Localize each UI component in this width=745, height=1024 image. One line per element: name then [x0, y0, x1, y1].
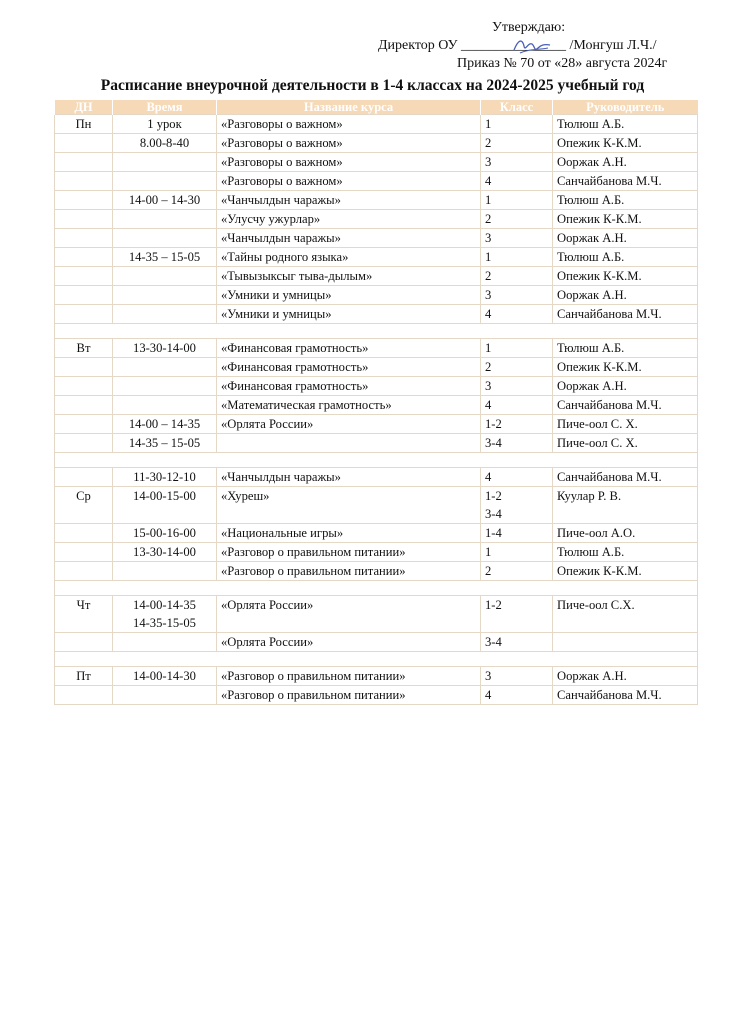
time-cell-text: 14-35 – 15-05 [128, 250, 201, 264]
grade-cell [481, 415, 553, 434]
teacher-cell-text: Опежик К-К.М. [557, 136, 642, 150]
time-cell [113, 686, 217, 705]
time-cell [113, 229, 217, 248]
teacher-cell-text: Опежик К-К.М. [557, 564, 642, 578]
day-cell [55, 396, 113, 415]
teacher-cell [553, 633, 698, 652]
time-cell [113, 191, 217, 210]
time-cell-text: 14-00 – 14-35 [128, 417, 201, 431]
schedule-table [54, 100, 698, 705]
course-cell [217, 115, 481, 134]
course-cell-text: «Чанчылдын чаражы» [221, 193, 341, 207]
grade-cell [481, 377, 553, 396]
teacher-cell [553, 358, 698, 377]
course-cell [217, 377, 481, 396]
teacher-cell-text: Санчайбанова М.Ч. [557, 688, 662, 702]
course-cell-text: «Разговор о правильном питании» [221, 545, 406, 559]
table-row [55, 524, 698, 543]
teacher-cell-text: Ооржак А.Н. [557, 669, 627, 683]
day-cell [55, 415, 113, 434]
teacher-cell-text: Опежик К-К.М. [557, 269, 642, 283]
course-cell-text: «Чанчылдын чаражы» [221, 231, 341, 245]
course-cell [217, 153, 481, 172]
teacher-cell [553, 191, 698, 210]
time-cell [113, 524, 217, 543]
time-cell [113, 172, 217, 191]
table-row [55, 339, 698, 358]
course-cell [217, 248, 481, 267]
teacher-cell [553, 396, 698, 415]
day-cell [55, 339, 113, 358]
course-cell-text: «Разговор о правильном питании» [221, 688, 406, 702]
teacher-cell [553, 562, 698, 581]
day-cell [55, 543, 113, 562]
teacher-cell [553, 153, 698, 172]
teacher-cell-text: Тюлюш А.Б. [557, 193, 625, 207]
table-row [55, 686, 698, 705]
signature-blank: _______________ [461, 38, 567, 53]
time-cell-text: 14-00-14-35 [133, 598, 196, 612]
table-row [55, 562, 698, 581]
time-cell [113, 415, 217, 434]
day-cell [55, 153, 113, 172]
teacher-cell-text: Куулар Р. В. [557, 489, 622, 503]
grade-cell [481, 543, 553, 562]
grade-cell-text: 1-4 [485, 526, 502, 540]
teacher-cell [553, 686, 698, 705]
table-row [55, 377, 698, 396]
time-cell [113, 562, 217, 581]
teacher-cell-text: Ооржак А.Н. [557, 155, 627, 169]
time-cell-text: 14-00-15-00 [133, 489, 196, 503]
grade-cell-text: 2 [485, 360, 492, 374]
grade-cell [481, 596, 553, 633]
table-row [55, 172, 698, 191]
time-cell-text: 14-00-14-30 [133, 669, 196, 683]
course-cell-text: «Тайны родного языка» [221, 250, 349, 264]
time-cell [113, 667, 217, 686]
day-cell [55, 172, 113, 191]
teacher-cell [553, 415, 698, 434]
grade-cell [481, 172, 553, 191]
day-cell [55, 248, 113, 267]
time-cell-text: 13-30-14-00 [133, 341, 196, 355]
table-row [55, 434, 698, 453]
director-label: Директор ОУ [378, 38, 458, 53]
course-cell-text: «Хуреш» [221, 489, 270, 503]
time-cell [113, 134, 217, 153]
course-cell [217, 210, 481, 229]
grade-cell [481, 286, 553, 305]
course-cell [217, 267, 481, 286]
teacher-cell [553, 667, 698, 686]
day-cell [55, 358, 113, 377]
time-cell [113, 543, 217, 562]
course-cell [217, 415, 481, 434]
grade-cell-text: 4 [485, 307, 492, 321]
time-cell-text: 11-30-12-10 [133, 470, 196, 484]
grade-cell-text: 3 [485, 669, 492, 683]
time-cell-text: 15-00-16-00 [133, 526, 196, 540]
grade-cell-text: 1 [485, 341, 492, 355]
grade-cell [481, 134, 553, 153]
teacher-cell-text: Опежик К-К.М. [557, 360, 642, 374]
table-row [55, 229, 698, 248]
time-cell [113, 487, 217, 524]
teacher-cell-text: Тюлюш А.Б. [557, 117, 625, 131]
course-cell [217, 229, 481, 248]
course-cell [217, 686, 481, 705]
time-cell [113, 377, 217, 396]
table-row [55, 191, 698, 210]
grade-cell-text: 1 [485, 250, 492, 264]
time-cell [113, 596, 217, 633]
grade-cell-text: 1 [485, 193, 492, 207]
grade-cell-text: 4 [485, 470, 492, 484]
course-cell-text: «Разговор о правильном питании» [221, 564, 406, 578]
day-cell [55, 667, 113, 686]
grade-cell-text-2: 3-4 [485, 507, 502, 521]
day-cell [55, 134, 113, 153]
teacher-cell [553, 115, 698, 134]
time-cell [113, 633, 217, 652]
time-cell [113, 305, 217, 324]
grade-cell [481, 667, 553, 686]
time-cell [113, 210, 217, 229]
table-row [55, 633, 698, 652]
spacer-row [55, 324, 698, 339]
grade-cell-text: 1-2 [485, 598, 502, 612]
teacher-cell-text: Санчайбанова М.Ч. [557, 398, 662, 412]
teacher-cell [553, 543, 698, 562]
table-body [55, 115, 698, 705]
grade-cell-text: 3 [485, 288, 492, 302]
signature-icon [510, 36, 554, 56]
grade-cell [481, 686, 553, 705]
grade-cell-text: 4 [485, 688, 492, 702]
time-cell [113, 339, 217, 358]
spacer-row [55, 652, 698, 667]
header-course: Название курса [217, 100, 481, 115]
time-cell-text-2: 14-35-15-05 [133, 616, 196, 630]
course-cell [217, 358, 481, 377]
course-cell [217, 339, 481, 358]
header-grade: Класс [481, 100, 553, 115]
grade-cell [481, 248, 553, 267]
grade-cell-text: 1 [485, 117, 492, 131]
grade-cell-text: 4 [485, 398, 492, 412]
teacher-cell [553, 248, 698, 267]
day-cell [55, 286, 113, 305]
teacher-cell [553, 596, 698, 633]
course-cell-text: «Разговоры о важном» [221, 136, 343, 150]
table-row [55, 286, 698, 305]
teacher-cell-text: Тюлюш А.Б. [557, 250, 625, 264]
course-cell-text: «Разговоры о важном» [221, 155, 343, 169]
teacher-cell-text: Ооржак А.Н. [557, 379, 627, 393]
course-cell [217, 286, 481, 305]
day-cell [55, 115, 113, 134]
header-day: ДН [55, 100, 113, 115]
grade-cell [481, 210, 553, 229]
day-cell [55, 267, 113, 286]
grade-cell [481, 468, 553, 487]
spacer-row [55, 453, 698, 468]
day-cell [55, 377, 113, 396]
time-cell [113, 468, 217, 487]
teacher-cell [553, 487, 698, 524]
teacher-cell [553, 210, 698, 229]
grade-cell-text: 1-2 [485, 417, 502, 431]
course-cell [217, 191, 481, 210]
teacher-cell [553, 524, 698, 543]
order-line: Приказ № 70 от «28» августа 2024г [457, 56, 668, 71]
grade-cell-text: 2 [485, 136, 492, 150]
teacher-cell-text: Пиче-оол С. Х. [557, 417, 638, 431]
grade-cell [481, 487, 553, 524]
grade-cell [481, 633, 553, 652]
course-cell-text: «Умники и умницы» [221, 288, 332, 302]
time-cell-text: 8.00-8-40 [139, 136, 190, 150]
teacher-cell [553, 172, 698, 191]
day-cell [55, 210, 113, 229]
grade-cell [481, 339, 553, 358]
header-time: Время [113, 100, 217, 115]
teacher-cell [553, 305, 698, 324]
teacher-cell [553, 339, 698, 358]
teacher-cell-text: Санчайбанова М.Ч. [557, 174, 662, 188]
day-cell [55, 305, 113, 324]
course-cell [217, 434, 481, 453]
time-cell [113, 286, 217, 305]
teacher-cell [553, 377, 698, 396]
grade-cell [481, 524, 553, 543]
day-cell [55, 191, 113, 210]
day-cell [55, 468, 113, 487]
time-cell-text: 13-30-14-00 [133, 545, 196, 559]
course-cell [217, 172, 481, 191]
grade-cell-text: 3 [485, 231, 492, 245]
grade-cell-text: 1-2 [485, 489, 502, 503]
table-row [55, 153, 698, 172]
grade-cell [481, 267, 553, 286]
table-row [55, 210, 698, 229]
grade-cell [481, 305, 553, 324]
time-cell-text: 1 урок [147, 117, 182, 131]
grade-cell-text: 3-4 [485, 436, 502, 450]
course-cell-text: «Финансовая грамотность» [221, 379, 369, 393]
course-cell-text: «Математическая грамотность» [221, 398, 392, 412]
teacher-cell-text: Пиче-оол А.О. [557, 526, 636, 540]
teacher-cell-text: Тюлюш А.Б. [557, 341, 625, 355]
course-cell-text: «Тывызыксыг тыва-дылым» [221, 269, 373, 283]
teacher-cell [553, 286, 698, 305]
course-cell-text: «Финансовая грамотность» [221, 341, 369, 355]
time-cell [113, 434, 217, 453]
teacher-cell-text: Санчайбанова М.Ч. [557, 470, 662, 484]
course-cell-text: «Орлята России» [221, 598, 314, 612]
grade-cell-text: 2 [485, 269, 492, 283]
day-cell-text: Ср [76, 489, 91, 503]
table-row [55, 596, 698, 633]
table-row [55, 415, 698, 434]
teacher-cell [553, 267, 698, 286]
course-cell [217, 134, 481, 153]
day-cell [55, 524, 113, 543]
grade-cell [481, 562, 553, 581]
day-cell [55, 686, 113, 705]
table-row [55, 667, 698, 686]
grade-cell [481, 115, 553, 134]
grade-cell [481, 153, 553, 172]
course-cell-text: «Разговоры о важном» [221, 117, 343, 131]
header-teacher: Руководитель [553, 100, 698, 115]
teacher-cell-text: Ооржак А.Н. [557, 288, 627, 302]
grade-cell-text: 2 [485, 564, 492, 578]
time-cell [113, 153, 217, 172]
teacher-cell-text: Пиче-оол С.Х. [557, 598, 635, 612]
spacer-cell [55, 581, 698, 596]
teacher-cell [553, 229, 698, 248]
course-cell [217, 305, 481, 324]
day-cell-text: Вт [76, 341, 91, 355]
teacher-cell-text: Ооржак А.Н. [557, 231, 627, 245]
course-cell [217, 596, 481, 633]
grade-cell [481, 358, 553, 377]
day-cell [55, 633, 113, 652]
time-cell [113, 248, 217, 267]
approval-title: Утверждаю: [492, 20, 566, 35]
course-cell [217, 468, 481, 487]
day-cell [55, 562, 113, 581]
teacher-cell-text: Тюлюш А.Б. [557, 545, 625, 559]
table-row [55, 134, 698, 153]
day-cell-text: Пт [76, 669, 91, 683]
table-row [55, 358, 698, 377]
course-cell-text: «Национальные игры» [221, 526, 344, 540]
time-cell [113, 396, 217, 415]
table-row [55, 543, 698, 562]
course-cell [217, 562, 481, 581]
course-cell [217, 487, 481, 524]
time-cell-text: 14-00 – 14-30 [128, 193, 201, 207]
table-row [55, 248, 698, 267]
spacer-cell [55, 324, 698, 339]
time-cell [113, 267, 217, 286]
grade-cell-text: 3 [485, 379, 492, 393]
grade-cell-text: 3 [485, 155, 492, 169]
course-cell-text: «Разговоры о важном» [221, 174, 343, 188]
course-cell-text: «Чанчылдын чаражы» [221, 470, 341, 484]
grade-cell [481, 191, 553, 210]
time-cell-text: 14-35 – 15-05 [128, 436, 201, 450]
grade-cell [481, 229, 553, 248]
day-cell [55, 487, 113, 524]
day-cell [55, 596, 113, 633]
teacher-cell-text: Санчайбанова М.Ч. [557, 307, 662, 321]
day-cell-text: Пн [75, 117, 92, 131]
teacher-cell [553, 134, 698, 153]
spacer-cell [55, 652, 698, 667]
course-cell-text: «Разговор о правильном питании» [221, 669, 406, 683]
course-cell [217, 524, 481, 543]
grade-cell-text: 1 [485, 545, 492, 559]
time-cell [113, 115, 217, 134]
day-cell [55, 229, 113, 248]
director-name: /Монгуш Л.Ч./ [569, 38, 657, 53]
course-cell [217, 396, 481, 415]
teacher-cell-text: Пиче-оол С. Х. [557, 436, 638, 450]
time-cell [113, 358, 217, 377]
teacher-cell-text: Опежик К-К.М. [557, 212, 642, 226]
course-cell-text: «Улусчу ужурлар» [221, 212, 321, 226]
day-cell [55, 434, 113, 453]
course-cell-text: «Орлята России» [221, 417, 314, 431]
table-row [55, 396, 698, 415]
course-cell-text: «Финансовая грамотность» [221, 360, 369, 374]
day-cell-text: Чт [76, 598, 91, 612]
page-title: Расписание внеурочной деятельности в 1-4 классах на 2024-2025 учебный год [100, 77, 645, 94]
course-cell-text: «Умники и умницы» [221, 307, 332, 321]
table-row [55, 115, 698, 134]
grade-cell-text: 4 [485, 174, 492, 188]
course-cell [217, 633, 481, 652]
grade-cell-text: 2 [485, 212, 492, 226]
table-row [55, 468, 698, 487]
course-cell [217, 667, 481, 686]
grade-cell [481, 396, 553, 415]
course-cell-text: «Орлята России» [221, 635, 314, 649]
table-row [55, 267, 698, 286]
table-row [55, 487, 698, 524]
grade-cell-text: 3-4 [485, 635, 502, 649]
table-header-row [55, 100, 698, 115]
grade-cell [481, 434, 553, 453]
teacher-cell [553, 434, 698, 453]
spacer-cell [55, 453, 698, 468]
table-row [55, 305, 698, 324]
course-cell [217, 543, 481, 562]
teacher-cell [553, 468, 698, 487]
spacer-row [55, 581, 698, 596]
